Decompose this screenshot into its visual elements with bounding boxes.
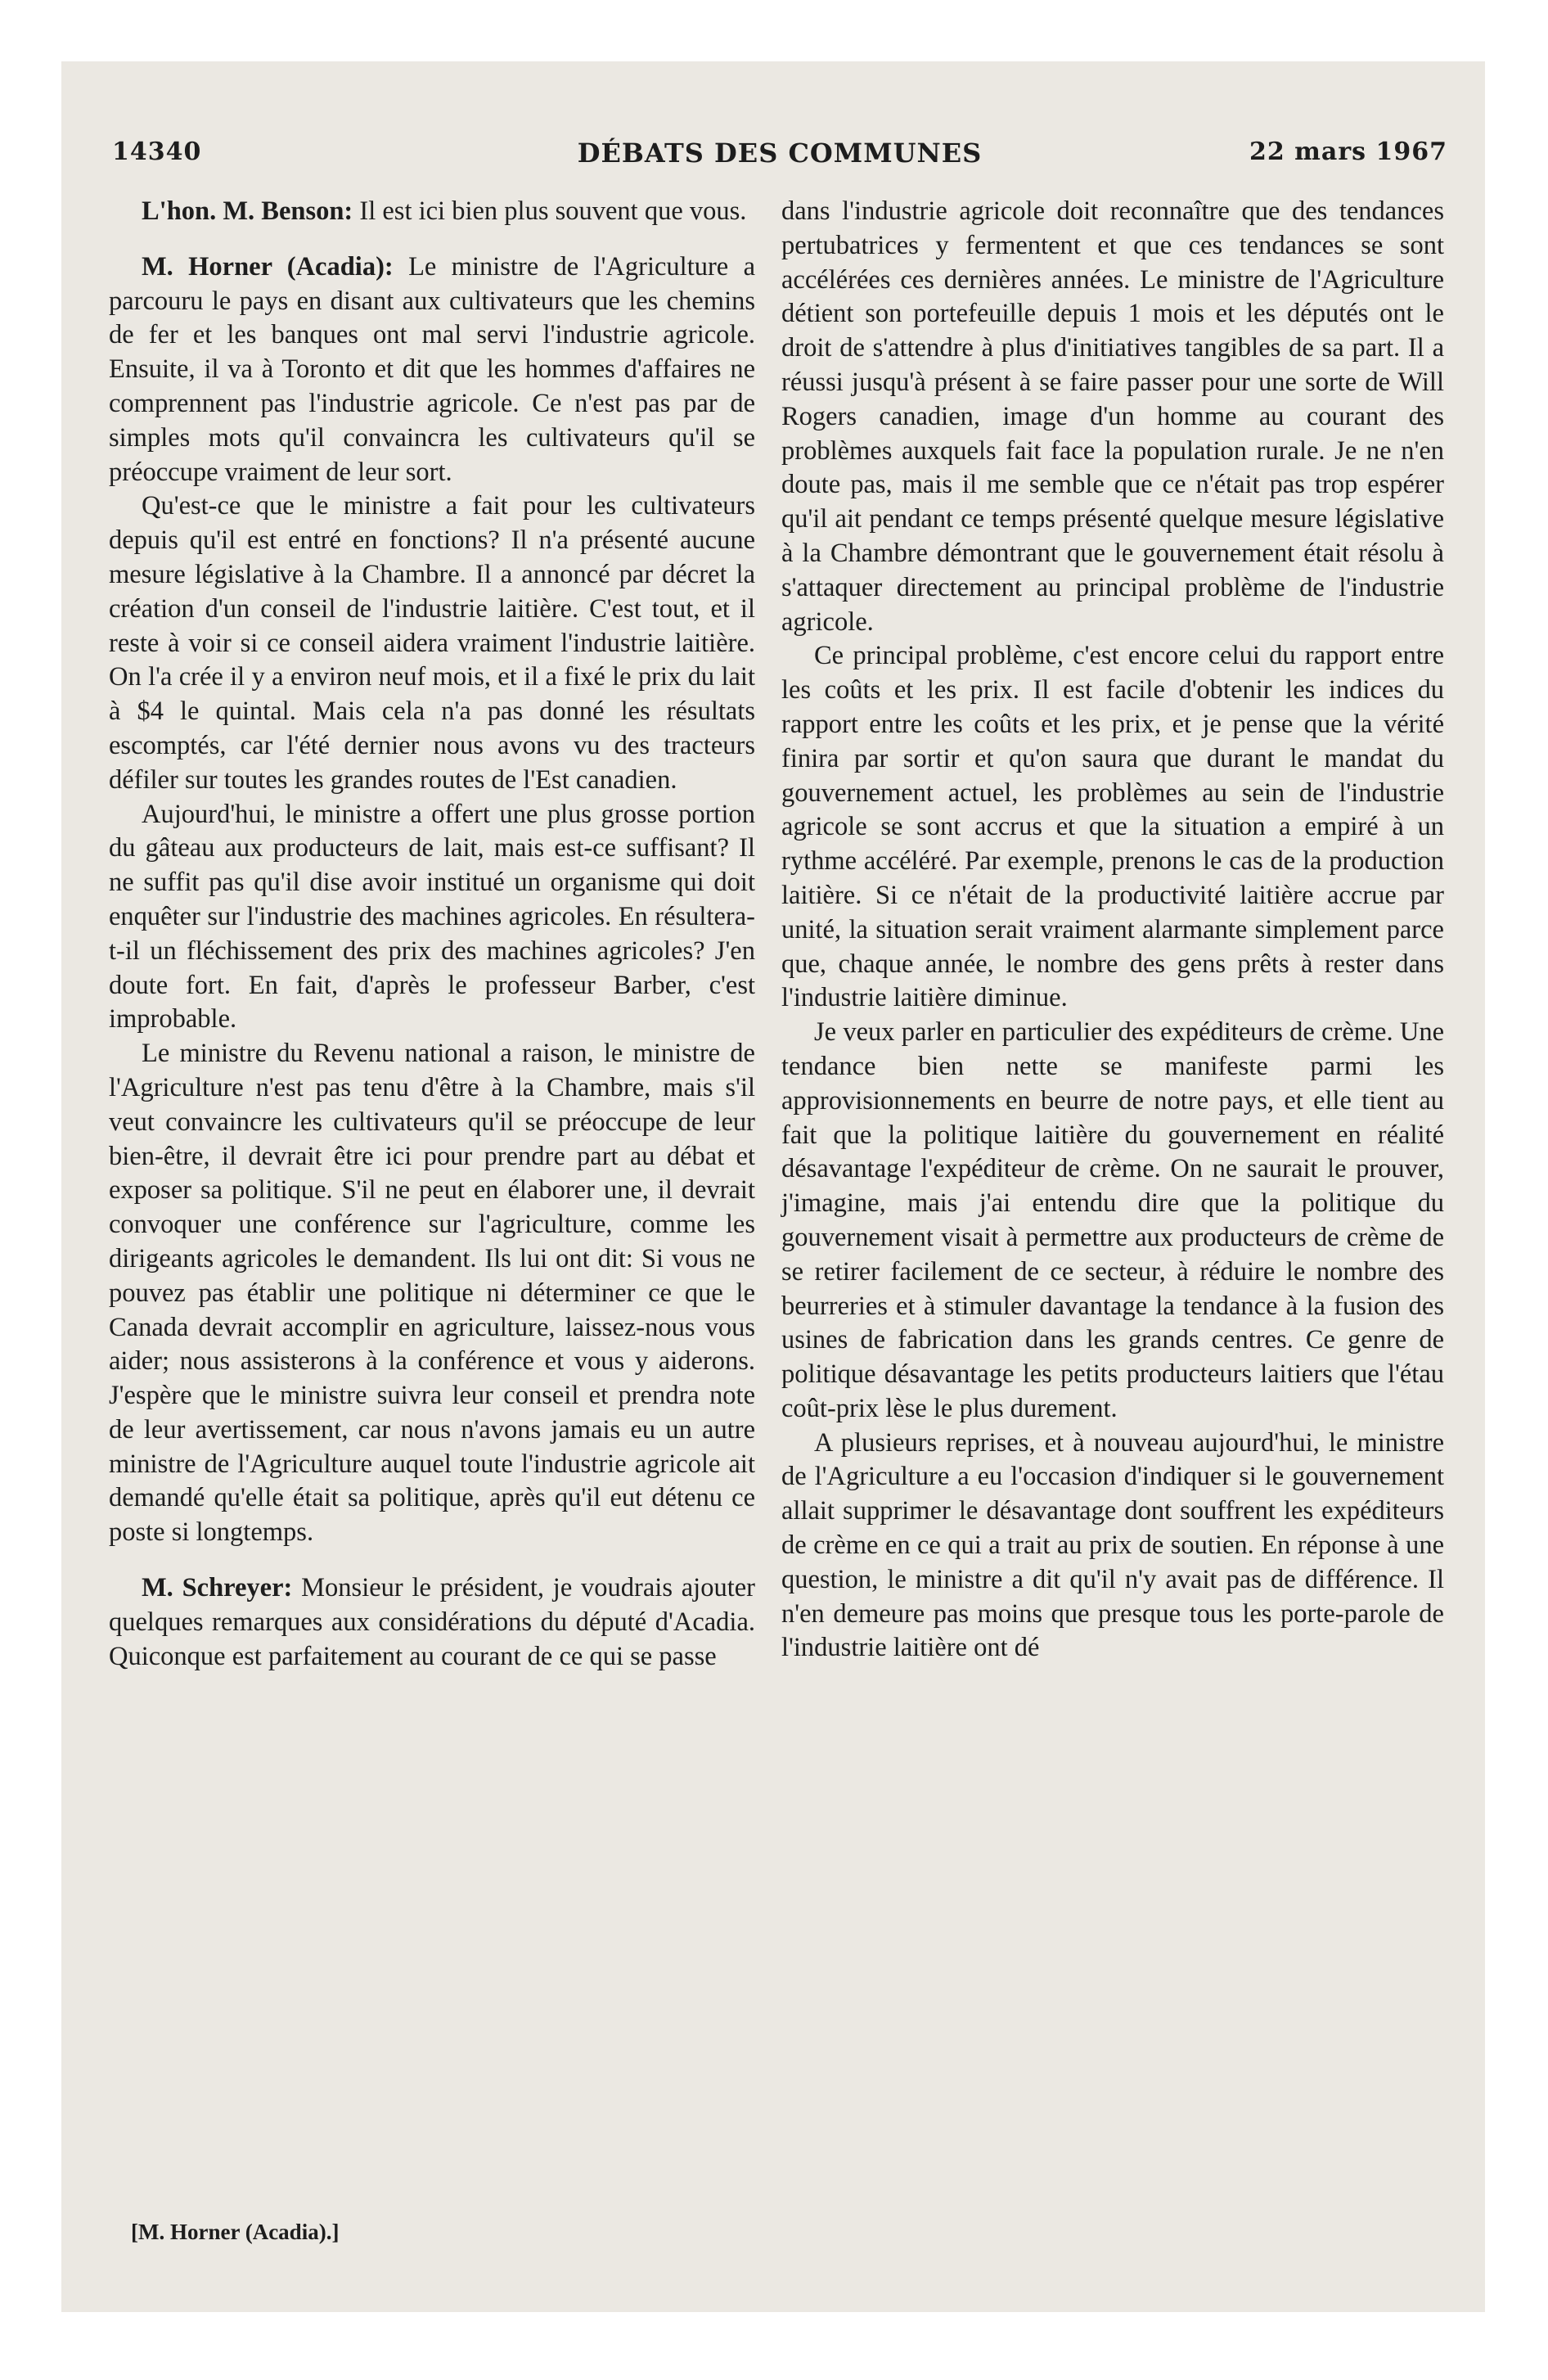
speech-text: Il est ici bien plus souvent que vous.	[353, 196, 747, 226]
paragraph	[109, 250, 755, 490]
page-header	[112, 137, 1447, 174]
page-date: 22 mars 1967	[1249, 137, 1447, 166]
paragraph: dans l'industrie agricole doit reconnaître que des tendances pertubatrices y fermentent et que ces tendances se sont accélérées ces dernières années. Le ministre de l'Agriculture détient son portefeuille depuis 1 mois et les députés ont le droit de s'attendre à plus d'initiatives tangibles de sa part. Il a réussi jusqu'à présent à se faire passer pour une sorte de Will Rogers canadien, image d'un homme au courant des problèmes auxquels fait face la population rurale. Je ne n'en doute pas, mais il me semble que ce n'était pas trop espérer qu'il ait pendant ce temps présenté quelque mesure législative à la Chambre démontrant que le gouvernement était résolu à s'attaquer directement au principal problème de l'industrie agricole.	[781, 196, 1444, 637]
paragraph	[109, 1571, 755, 1674]
paragraph: Je veux parler en particulier des expéditeurs de crème. Une tendance bien nette se manifeste parmi les approvisionnements en beurre de notre pays, et elle tient au fait que la politique laitière du gouvernement en réalité désavantage l'expéditeur de crème. On ne saurait le prouver, j'imagine, mais j'ai entendu dire que la politique du gouvernement visait à permettre aux producteurs de crème de se retirer facilement de ce secteur, à réduire le nombre des beurreries et à stimuler davantage la tendance à la fusion des usines de fabrication dans les grands centres. Ce genre de politique désavantage les petits producteurs laitiers que l'étau coût-prix lèse le plus durement.	[781, 1017, 1444, 1423]
running-speaker-footer: [M. Horner (Acadia).]	[131, 2220, 340, 2244]
paragraph: A plusieurs reprises, et à nouveau aujourd'hui, le ministre de l'Agriculture a eu l'occasion d'indiquer si le gouvernement allait supprimer le désavantage dont souffrent les expéditeurs de crème en ce qui a trait au prix de soutien. En réponse à une question, le ministre a dit qu'il n'y avait pas de différence. Il n'en demeure pas moins que presque tous les porte-parole de l'industrie laitière ont dé	[781, 1427, 1444, 1663]
speaker-name: M. Schreyer:	[142, 1573, 293, 1603]
paragraph	[109, 195, 755, 229]
paragraph: Ce principal problème, c'est encore celui du rapport entre les coûts et les prix. Il est facile d'obtenir les indices du rapport entre les coûts et les prix, et je pense que la vérité finira par sortir et qu'on saura que durant le mandat du gouvernement actuel, les problèmes au sein de l'industrie agricole se sont accrus et que la situation a empiré à un rythme accéléré. Par exemple, prenons le cas de la production laitière. Si ce n'était de la productivité laitière accrue par unité, la situation serait vraiment alarmante simplement parce que, chaque année, le nombre des gens prêts à rester dans l'industrie laitière diminue.	[781, 641, 1444, 1013]
paragraph: Qu'est-ce que le ministre a fait pour les cultivateurs depuis qu'il est entré en fonctions? Il n'a présenté aucune mesure législative à la Chambre. Il a annoncé par décret la création d'un conseil de l'industrie laitière. C'est tout, et il reste à voir si ce conseil aidera vraiment l'industrie laitière. On l'a crée il y a environ neuf mois, et il a fixé le prix du lait à $4 le quintal. Mais cela n'a pas donné les résultats escomptés, car l'été dernier nous avons vu des tracteurs défiler sur toutes les grandes routes de l'Est canadien.	[109, 491, 755, 795]
speech-text: Monsieur le président, je voudrais ajouter quelques remarques aux considérations du député d'Acadia. Quiconque est parfaitement au courant de ce qui se passe	[109, 1573, 755, 1671]
paragraph: Le ministre du Revenu national a raison, le ministre de l'Agriculture n'est pas tenu d'être à la Chambre, mais s'il veut convaincre les cultivateurs qu'il se préoccupe de leur bien-être, il devrait être ici pour prendre part au débat et exposer sa politique. S'il ne peut en élaborer une, il devrait convoquer une conférence sur l'agriculture, comme les dirigeants agricoles le demandent. Ils lui ont dit: Si vous ne pouvez pas établir une politique ni déterminer ce que le Canada devrait accomplir en agriculture, laissez-nous vous aider; nous assisterons à la conférence et vous y aiderons. J'espère que le ministre suivra leur conseil et prendra note de leur avertissement, car nous n'avons jamais eu un autre ministre de l'Agriculture auquel toute l'industrie agricole ait demandé qu'elle était sa politique, après qu'il eut détenu ce poste si longtemps.	[109, 1039, 755, 1548]
speaker-name: L'hon. M. Benson:	[142, 196, 353, 226]
page-number: 14340	[112, 137, 202, 166]
paragraph: Aujourd'hui, le ministre a offert une plus grosse portion du gâteau aux producteurs de lait, mais est-ce suffisant? Il ne suffit pas qu'il dise avoir institué un organisme qui doit enquêter sur l'industrie des machines agricoles. En résultera-t-il un fléchissement des prix des machines agricoles? J'en doute fort. En fait, d'après le professeur Barber, c'est improbable.	[109, 799, 755, 1034]
speech-text: Le ministre de l'Agriculture a parcouru le pays en disant aux cultivateurs que les chemins de fer et les banques ont mal servi l'industrie agricole. Ensuite, il va à Toronto et dit que les hommes d'affaires ne comprennent pas l'industrie agricole. Ce n'est pas par de simples mots qu'il convaincra les cultivateurs qu'il se préoccupe vraiment de leur sort.	[109, 251, 755, 487]
speaker-name: M. Horner (Acadia):	[142, 251, 394, 282]
right-column	[781, 195, 1444, 1666]
page-title: DÉBATS DES COMMUNES	[577, 137, 983, 169]
left-column	[109, 195, 755, 1674]
